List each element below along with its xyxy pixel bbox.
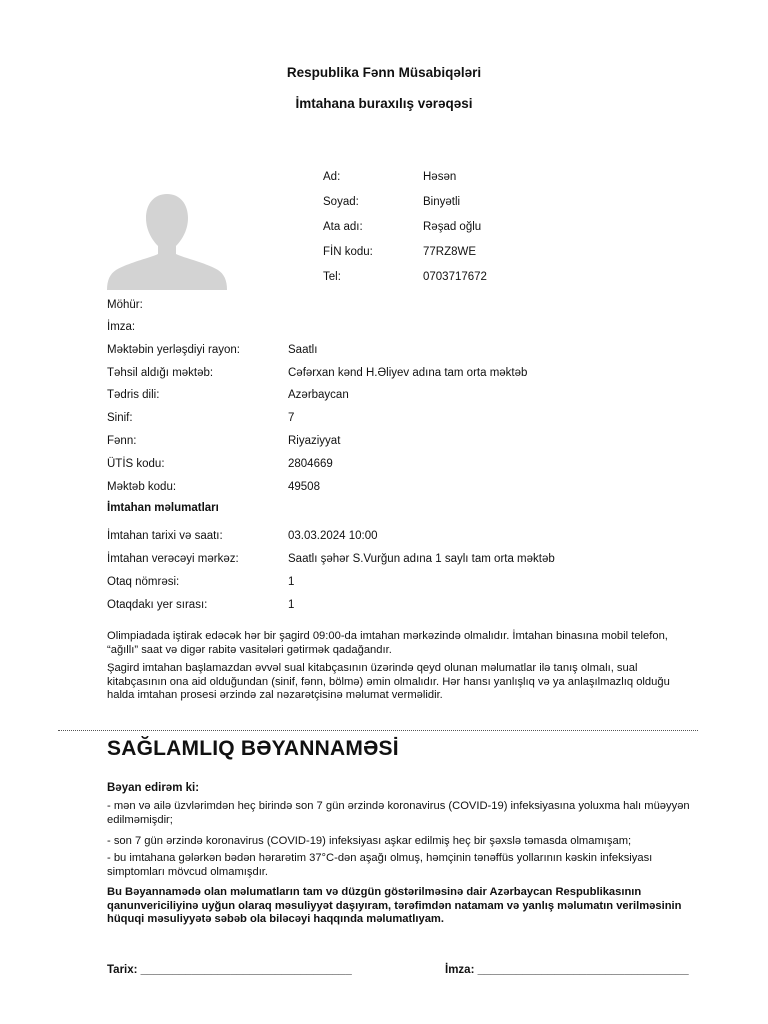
label-exam-center: İmtahan verəcəyi mərkəz: <box>107 553 239 565</box>
declaration-item-2: - son 7 gün ərzində koronavirus (COVID-19) infeksiyası aşkar edilmiş heç bir şəxslə təmasda olmamışam; <box>107 835 632 847</box>
signature-label: İmza: <box>107 321 136 333</box>
label-grade: Sinif: <box>107 412 133 424</box>
value-phone: 0703717672 <box>423 271 487 283</box>
value-language: Azərbaycan <box>288 389 349 401</box>
rules-paragraph-2: Şagird imtahan başlamazdan əvvəl sual kitabçasının üzərində qeyd olunan məlumatlar ilə tanış olmalı, sual kitabçasının ona aid olduğundan (sinif, fənn, bölmə) əmin olmalıdır. Hər hansı yanlışlıq və ya anlaşılmazlıq olduğu halda imtahan prosesi ərzində zal nəzarətçisinə məlumat verməlidir. <box>107 662 670 701</box>
label-utis-code: ÜTİS kodu: <box>107 458 165 470</box>
value-father-name: Rəşad oğlu <box>423 221 482 233</box>
label-school: Təhsil aldığı məktəb: <box>107 367 214 379</box>
label-exam-datetime: İmtahan tarixi və saatı: <box>107 530 223 542</box>
label-room-number: Otaq nömrəsi: <box>107 576 180 588</box>
value-district: Saatlı <box>288 344 318 356</box>
value-subject: Riyaziyyat <box>288 435 341 447</box>
value-last-name: Binyətli <box>423 196 461 208</box>
value-grade: 7 <box>288 412 295 424</box>
label-first-name: Ad: <box>323 171 341 183</box>
label-school-code: Məktəb kodu: <box>107 481 177 493</box>
label-fin-code: FİN kodu: <box>323 246 373 258</box>
label-phone: Tel: <box>323 271 341 283</box>
signature-line[interactable]: İmza: _________________________________ <box>445 964 689 976</box>
value-school-code: 49508 <box>288 481 320 493</box>
dotted-divider <box>58 730 698 731</box>
declaration-statement: Bu Bəyannamədə olan məlumatların tam və düzgün göstərilməsinə dair Azərbaycan Respublikasının qanunvericiliyinə uyğun olaraq məsuliyyət daşıyıram, tərəfimdən natamam və yanlış məlumatın verilməsinin hüquqi məsuliyyətə səbəb ola biləcəyi haqqında məlumatlıyam. <box>107 886 682 925</box>
label-subject: Fənn: <box>107 435 137 447</box>
label-seat-order: Otaqdakı yer sırası: <box>107 599 208 611</box>
photo-placeholder <box>106 188 228 290</box>
value-exam-center: Saatlı şəhər S.Vurğun adına 1 saylı tam orta məktəb <box>288 553 555 565</box>
label-last-name: Soyad: <box>323 196 359 208</box>
document-subtitle: İmtahana buraxılış vərəqəsi <box>295 96 473 111</box>
declaration-heading: SAĞLAMLIQ BƏYANNAMƏSİ <box>107 737 399 760</box>
value-first-name: Həsən <box>423 171 457 183</box>
value-seat-order: 1 <box>288 599 295 611</box>
declaration-item-3: - bu imtahana gələrkən bədən hərarətim 37°C-dən aşağı olmuş, həmçinin tənəffüs yollarının kəskin infeksiyası simptomları mövcud olmamışdır. <box>107 852 653 878</box>
exam-section-title: İmtahan məlumatları <box>107 502 219 514</box>
label-father-name: Ata adı: <box>323 221 363 233</box>
declaration-intro: Bəyan edirəm ki: <box>107 782 200 794</box>
rules-paragraph-1: Olimpiadada iştirak edəcək hər bir şagird 09:00-da imtahan mərkəzində olmalıdır. İmtahan binasına mobil telefon, “ağıllı” saat və digər rabitə vasitələri gətirmək qadağandır. <box>107 630 668 656</box>
value-school: Cəfərxan kənd H.Əliyev adına tam orta məktəb <box>288 367 528 379</box>
value-fin-code: 77RZ8WE <box>423 246 477 258</box>
person-silhouette-icon <box>106 188 228 290</box>
value-room-number: 1 <box>288 576 295 588</box>
label-language: Tədris dili: <box>107 389 160 401</box>
date-line[interactable]: Tarix: _________________________________ <box>107 964 352 976</box>
stamp-label: Möhür: <box>107 299 143 311</box>
label-district: Məktəbin yerləşdiyi rayon: <box>107 344 240 356</box>
declaration-item-1: - mən və ailə üzvlərimdən heç birində son 7 gün ərzində koronavirus (COVID-19) infeksiyasına yoluxma halı müəyyən edilməmişdir; <box>107 800 690 826</box>
value-utis-code: 2804669 <box>288 458 333 470</box>
value-exam-datetime: 03.03.2024 10:00 <box>288 530 378 542</box>
document-title: Respublika Fənn Müsabiqələri <box>286 65 482 80</box>
